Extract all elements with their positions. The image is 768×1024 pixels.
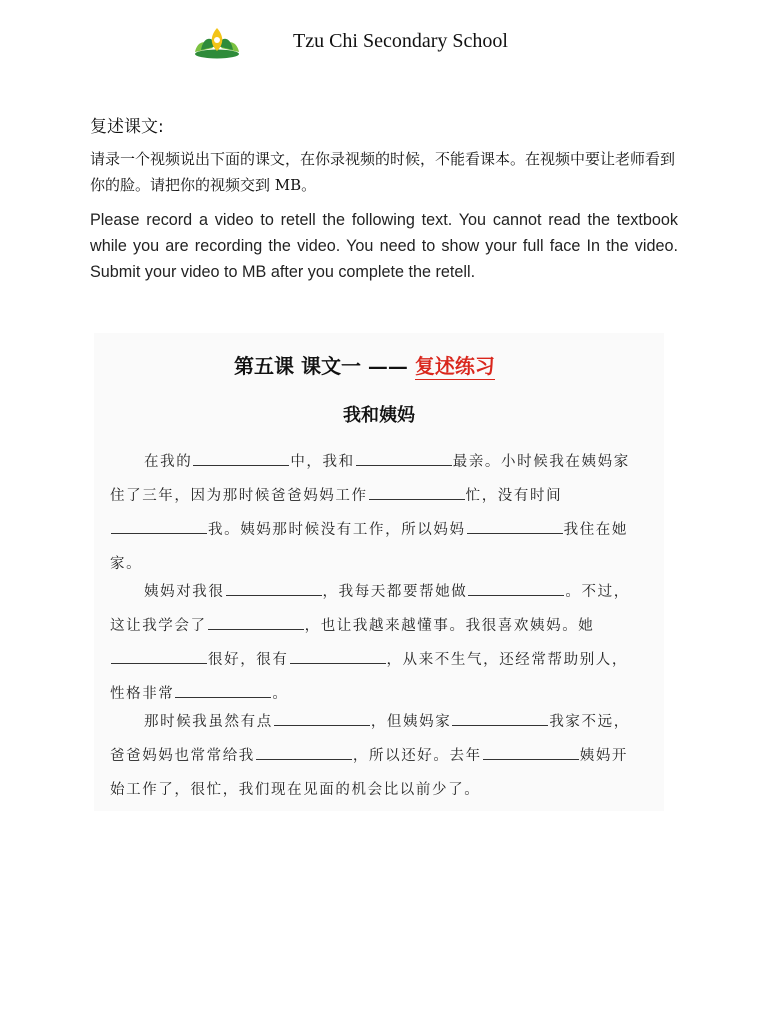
- text-line: [110, 773, 650, 807]
- text-line: [110, 705, 650, 739]
- text-segment: 住了三年，因为那时候爸爸妈妈工作: [110, 488, 368, 504]
- text-line: [110, 445, 650, 479]
- fill-blank: [467, 519, 563, 534]
- text-segment: 。: [272, 686, 289, 702]
- text-segment: 。不过，: [565, 584, 630, 600]
- fill-blank: [483, 745, 579, 760]
- text-segment: 家。: [110, 556, 143, 572]
- fill-blank: [226, 581, 322, 596]
- fill-blank: [111, 519, 207, 534]
- page-header: [0, 22, 768, 62]
- lesson-title-main: 第五课 课文一 ——: [234, 354, 408, 378]
- text-segment: 中，我和: [290, 454, 355, 470]
- text-segment: 忙，没有时间: [465, 488, 563, 504]
- school-name: Tzu Chi Secondary School: [293, 30, 508, 52]
- text-line: [110, 609, 650, 643]
- tzu-chi-lotus-logo-icon: [191, 24, 243, 60]
- fill-blank: [452, 711, 548, 726]
- chinese-instructions: 请录一个视频说出下面的课文，在你录视频的时候，不能看课本。在视频中要让老师看到你的脸。请把你的视频交到 MB。: [90, 150, 676, 194]
- text-line: [110, 513, 650, 547]
- worksheet: [94, 333, 664, 811]
- text-segment: 性格非常: [110, 686, 175, 702]
- fill-blank: [193, 451, 289, 466]
- english-instructions: Please record a video to retell the following text. You cannot read the textbook while you are recording the video. You need to show your full face In the video. Submit your video to MB after you complete the retell.: [90, 211, 678, 281]
- paragraph-1: [110, 445, 650, 581]
- text-segment: ，我每天都要帮她做: [322, 584, 468, 600]
- paragraph-2: [110, 575, 650, 711]
- fill-blank: [369, 485, 465, 500]
- text-segment: 姨妈对我很: [144, 584, 225, 600]
- fill-blank: [274, 711, 370, 726]
- text-title: 我和姨妈: [343, 405, 415, 426]
- text-segment: 爸爸妈妈也常常给我: [110, 748, 255, 764]
- fill-blank: [111, 649, 207, 664]
- lesson-title-highlight: 复述练习: [414, 354, 495, 378]
- text-segment: 姨妈开: [579, 748, 629, 764]
- text-segment: 我住在她: [563, 522, 629, 538]
- fill-blank: [290, 649, 386, 664]
- text-segment: 我家不远，: [549, 714, 630, 730]
- text-segment: 在我的: [144, 454, 193, 470]
- fill-blank: [468, 581, 564, 596]
- text-segment: ，但姨妈家: [370, 714, 452, 730]
- text-segment: ，从来不生气，还经常帮助别人，: [386, 652, 628, 668]
- text-segment: 这让我学会了: [110, 618, 207, 634]
- text-segment: 最亲。小时候我在姨妈家: [452, 454, 630, 470]
- text-line: [110, 739, 650, 773]
- text-segment: 很好，很有: [208, 652, 289, 668]
- lesson-title: [234, 350, 495, 379]
- fill-blank: [208, 615, 304, 630]
- text-segment: ，也让我越来越懂事。我很喜欢姨妈。她: [304, 618, 595, 634]
- text-segment: 我。姨妈那时候没有工作，所以妈妈: [208, 522, 466, 538]
- text-line: [110, 479, 650, 513]
- text-line: [110, 575, 650, 609]
- text-segment: ，所以还好。去年: [352, 748, 482, 764]
- fill-blank: [356, 451, 452, 466]
- text-segment: 那时候我虽然有点: [144, 714, 273, 730]
- paragraph-3: [110, 705, 650, 807]
- instruction-heading: 复述课文:: [90, 117, 164, 137]
- text-line: [110, 643, 650, 677]
- fill-blank: [175, 683, 271, 698]
- fill-blank: [256, 745, 352, 760]
- text-segment: 始工作了，很忙，我们现在见面的机会比以前少了。: [110, 782, 481, 798]
